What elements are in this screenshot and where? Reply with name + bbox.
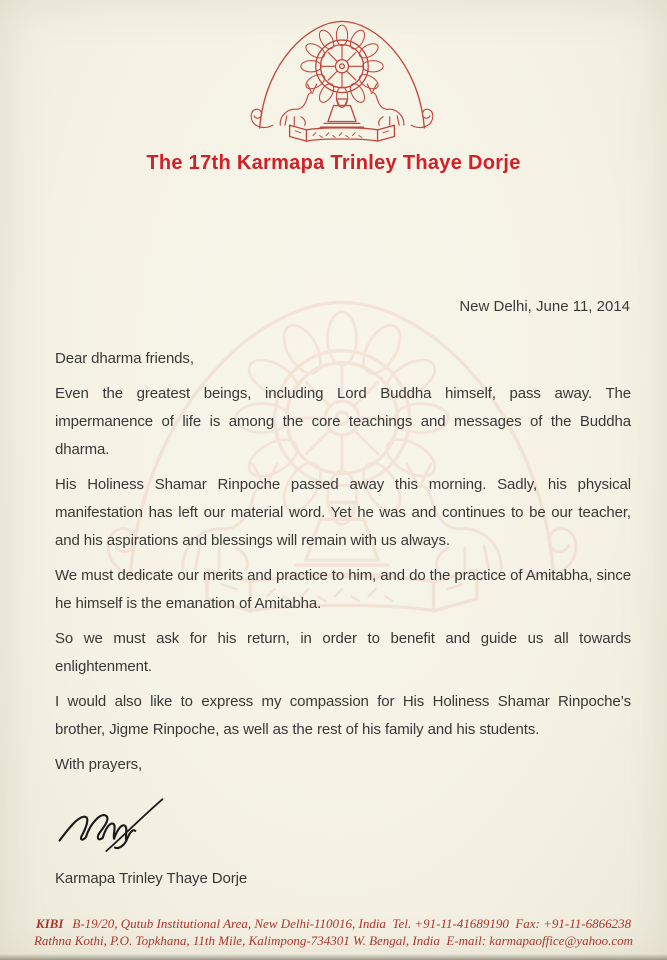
page-bottom-edge: [0, 954, 667, 960]
karmapa-emblem-icon: [239, 12, 445, 143]
letterhead-title: The 17th Karmapa Trinley Thaye Dorje: [146, 152, 521, 174]
paragraph: We must dedicate our merits and practice to him, and do the practice of Amitabha, since he himself is the emanation of Amitabha.: [55, 567, 631, 612]
signed-name: Karmapa Trinley Thaye Dorje: [55, 870, 248, 887]
letter-body: [55, 345, 631, 893]
closing: With prayers,: [55, 756, 143, 773]
footer-line-2: Rathna Kothi, P.O. Topkhana, 11th Mile, Kalimpong-734301 W. Bengal, India E-mail: karmapaoffice@yahoo.com: [33, 932, 634, 948]
paragraph: His Holiness Shamar Rinpoche passed away this morning. Sadly, his physical manifestation has left our material word. Yet he was and continues to be our teacher, and his aspirations and blessings will remain with us always.: [55, 476, 631, 549]
footer-line-1: [0, 916, 667, 933]
salutation: Dear dharma friends,: [55, 350, 194, 367]
date-line: New Delhi, June 11, 2014: [459, 298, 630, 315]
paragraph: So we must ask for his return, in order to benefit and guide us all towards enlightenment.: [55, 630, 631, 675]
footer-address-1: B-19/20, Qutub Institutional Area, New Delhi-110016, India Tel. +91-11-41689190 Fax: +91-11-6866238: [72, 916, 632, 931]
footer-org-name: KIBI: [35, 916, 64, 931]
signature-icon: [49, 793, 181, 859]
paragraph: Even the greatest beings, including Lord Buddha himself, pass away. The impermanence of life is among the core teachings and messages of the Buddha dharma.: [55, 385, 631, 458]
footer-address: [0, 916, 667, 950]
paragraph: I would also like to express my compassion for His Holiness Shamar Rinpoche’s brother, Jigme Rinpoche, as well as the rest of his family and his students.: [55, 693, 631, 738]
